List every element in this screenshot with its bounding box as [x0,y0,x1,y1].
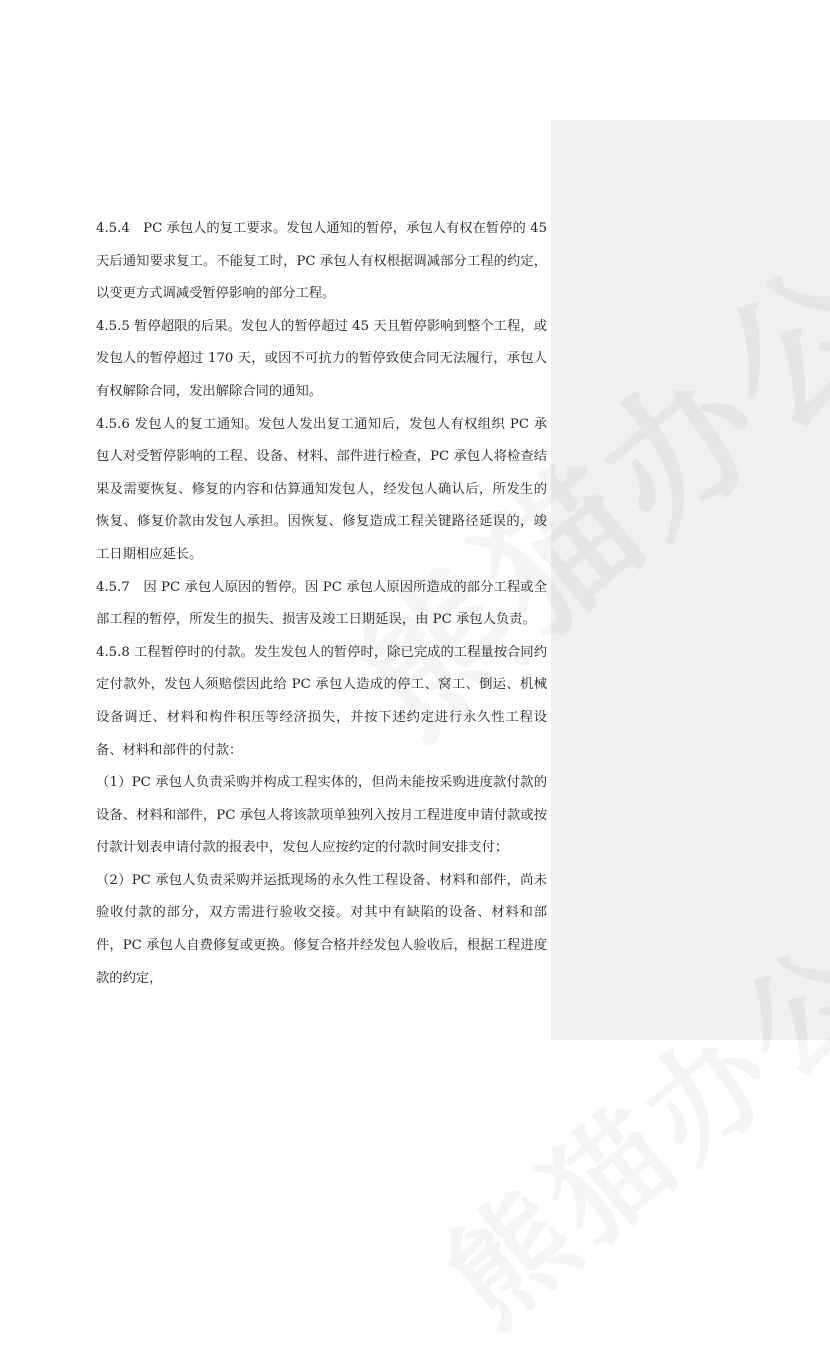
document-body [96,213,547,995]
list-item-1: （1）PC 承包人负责采购并构成工程实体的，但尚未能按采购进度款付款的设备、材料和部件，PC 承包人将该款项单独列入按月工程进度申请付款或按付款计划表申请付款的报表中，发包人应按约定的付款时间安排支付； [96,775,547,856]
paragraph-4-5-8: 4.5.8 工程暂停时的付款。发生发包人的暂停时，除已完成的工程量按合同约定付款外，发包人须赔偿因此给 PC 承包人造成的停工、窝工、倒运、机械设备调迁、材料和构件积压等经济损失，并按下述约定进行永久性工程设备、材料和部件的付款： [96,644,547,758]
paragraph-4-5-7: 4.5.7 因 PC 承包人原因的暂停。因 PC 承包人原因所造成的部分工程或全部工程的暂停，所发生的损失、损害及竣工日期延误，由 PC 承包人负责。 [96,579,547,628]
comment-pane [551,120,830,1040]
paragraph-4-5-5: 4.5.5 暂停超限的后果。发包人的暂停超过 45 天且暂停影响到整个工程，或发包人的暂停超过 170 天，或因不可抗力的暂停致使合同无法履行，承包人有权解除合同，发出解除合同的通知。 [96,318,547,399]
list-item-2: （2）PC 承包人负责采购并运抵现场的永久性工程设备、材料和部件，尚未验收付款的部分，双方需进行验收交接。对其中有缺陷的设备、材料和部件，PC 承包人自费修复或更换。修复合格并经发包人验收后，根据工程进度款的约定， [96,872,547,986]
paragraph-4-5-4: 4.5.4 PC 承包人的复工要求。发包人通知的暂停，承包人有权在暂停的 45 天后通知要求复工。不能复工时，PC 承包人有权根据调减部分工程的约定，以变更方式调减受暂停影响的部分工程。 [96,221,547,302]
paragraph-4-5-6: 4.5.6 发包人的复工通知。发包人发出复工通知后，发包人有权组织 PC 承包人对受暂停影响的工程、设备、材料、部件进行检查，PC 承包人将检查结果及需要恢复、修复的内容和估算通知发包人，经发包人确认后，所发生的恢复、修复价款由发包人承担。因恢复、修复造成工程关键路径延误的，竣工日期相应延长。 [96,416,547,562]
